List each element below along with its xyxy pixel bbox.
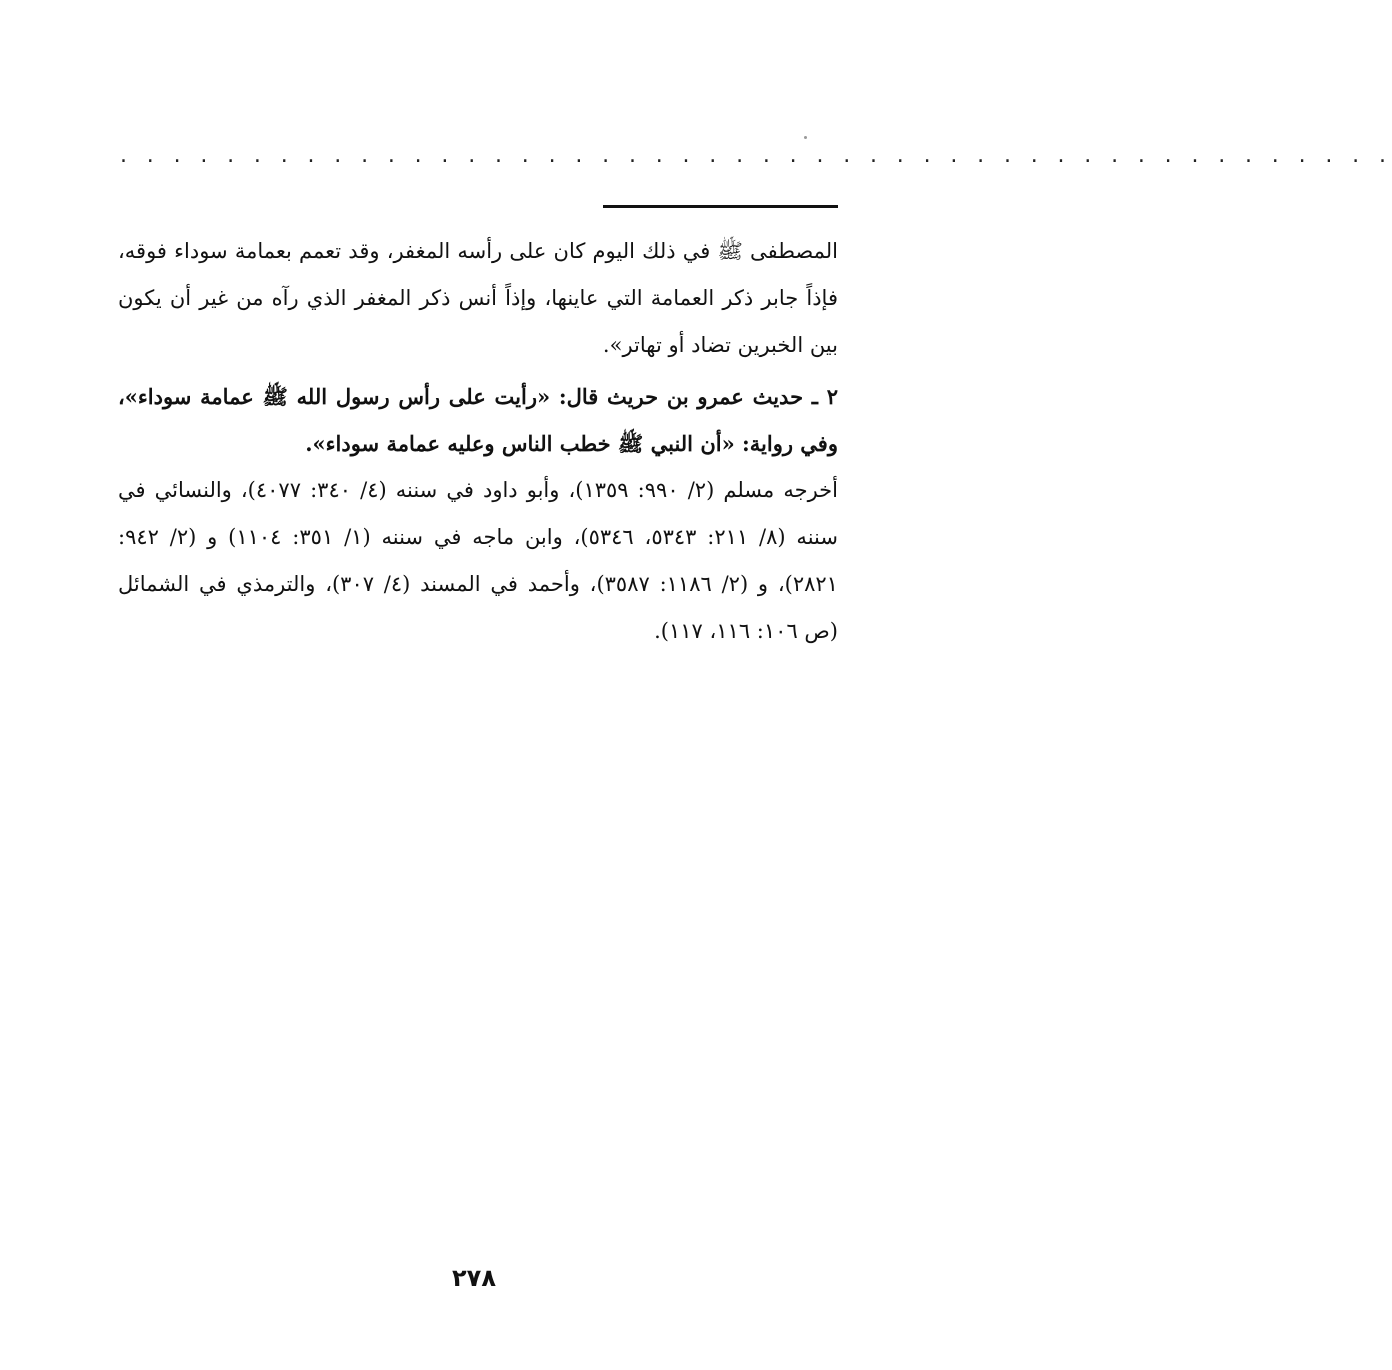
takhrij-paragraph: أخرجه مسلم (٢/ ٩٩٠: ١٣٥٩)، وأبو داود في سننه (٤/ ٣٤٠: ٤٠٧٧)، والنسائي في سننه (٨/ ٢١١: ٥٣٤٣، ٥٣٤٦)، وابن ماجه في سننه (١/ ٣٥١: ١١٠٤) و (٢/ ٩٤٢: ٢٨٢١)، و (٢/ ١١٨٦: ٣٥٨٧)، وأحمد في المسند (٤/ ٣٠٧)، والترمذي في الشمائل (ص ١٠٦: ١١٦، ١١٧). <box>118 478 838 643</box>
page-number: ٢٧٨ <box>452 1264 496 1292</box>
hadith-entry-2: ٢ ـ حديث عمرو بن حريث قال: «رأيت على رأس رسول الله ﷺ عمامة سوداء»، وفي رواية: «أن النبي ﷺ خطب الناس وعليه عمامة سوداء». <box>118 384 838 456</box>
scan-speck <box>804 136 807 139</box>
separator-dots: . . . . . . . . . . . . . . . . . . . . . . . . . . . . . . . . . . . . . . . . . . . . . . . . <box>120 143 1392 168</box>
footnotes-section <box>118 228 838 655</box>
footnote-continuation: المصطفى ﷺ في ذلك اليوم كان على رأسه المغفر، وقد تعمم بعمامة سوداء فوقه، فإذاً جابر ذكر العمامة التي عاينها، وإذاً أنس ذكر المغفر الذي رآه من غير أن يكون بين الخبرين تضاد أو تهاتر». <box>118 239 838 357</box>
footnote-rule <box>603 205 838 208</box>
